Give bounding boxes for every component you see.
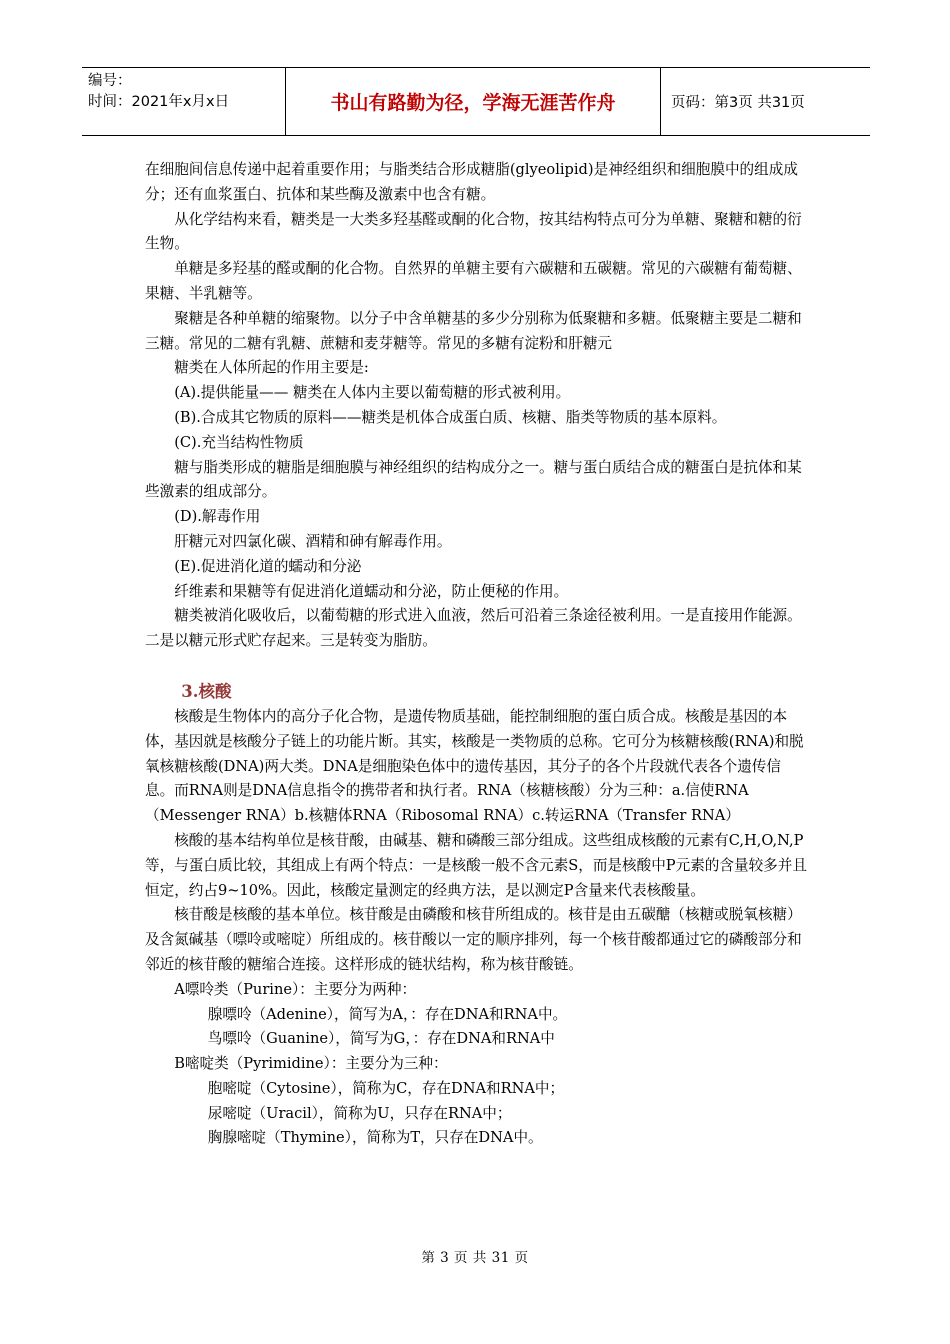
pyrimidine-item: 胞嘧啶（Cytosine），简称为C，存在DNA和RNA中；: [207, 1079, 565, 1097]
pyrimidine-item: 尿嘧啶（Uracil），简称为U，只存在RNA中；: [207, 1104, 512, 1122]
purine-item: 鸟嘌呤（Guanine），简写为G，：存在DNA和RNA中: [207, 1030, 555, 1048]
purine-item: 腺嘌呤（Adenine），简写为A，：存在DNA和RNA中。: [207, 1005, 568, 1023]
list-item: (E).促进消化道的蠕动和分泌: [174, 557, 362, 575]
paragraph: 核苷酸是核酸的基本单位。核苷酸是由磷酸和核苷所组成的。核苷是由五碳醣（核糖或脱氧核糖）及含氮碱基（嘌呤或嘧啶）所组成的。核苷酸以一定的顺序排列，每一个核苷酸都通过它的磷酸部分和邻近的核苷酸的糖缩合连接。这样形成的链状结构，称为核苷酸链。: [145, 906, 802, 973]
paragraph: 肝糖元对四氯化碳、酒精和砷有解毒作用。: [174, 532, 452, 550]
paragraph: 糖与脂类形成的糖脂是细胞膜与神经组织的结构成分之一。糖与蛋白质结合成的糖蛋白是抗体和某些激素的组成部分。: [145, 458, 802, 501]
paragraph: 单糖是多羟基的醛或酮的化合物。自然界的单糖主要有六碳糖和五碳糖。常见的六碳糖有葡萄糖、果糖、半乳糖等。: [145, 260, 802, 302]
paragraph: 糖类被消化吸收后，以葡萄糖的形式进入血液，然后可沿着三条途径被利用。一是直接用作能源。二是以糖元形式贮存起来。三是转变为脂肪。: [145, 607, 802, 650]
header-page-info: 页码：第3页 共31页: [661, 68, 871, 136]
list-item: (D).解毒作用: [174, 508, 261, 526]
pyrimidine-item: 胸腺嘧啶（Thymine），简称为T，只存在DNA中。: [207, 1129, 543, 1147]
document-number-label: 编号：: [88, 73, 132, 89]
paragraph: 核酸是生物体内的高分子化合物，是遗传物质基础，能控制细胞的蛋白质合成。核酸是基因的本体，基因就是核酸分子链上的功能片断。其实，核酸是一类物质的总称。它可分为核糖核酸(RNA)和脱氧核糖核酸(DNA)两大类。DNA是细胞染色体中的遗传基因，其分子的各个片段就代表各个遗传信息。而RNA则是DNA信息指令的携带者和执行者。RNA（核糖核酸）分为三种：a.信使RNA（Messenger RNA）b.核糖体RNA（Ribosomal RNA）c.转运RNA（Transfer RNA）: [145, 707, 804, 825]
pyrimidine-title: B嘧啶类（Pyrimidine）：主要分为三种：: [174, 1055, 448, 1073]
paragraph: 从化学结构来看，糖类是一大类多羟基醛或酮的化合物，按其结构特点可分为单糖、聚糖和糖的衍生物。: [145, 210, 802, 253]
header-meta: [82, 68, 286, 136]
list-item: (B).合成其它物质的原料——糖类是机体合成蛋白质、核糖、脂类等物质的基本原料。: [174, 408, 727, 426]
paragraph: 纤维素和果糖等有促进消化道蠕动和分泌，防止便秘的作用。: [174, 582, 569, 600]
document-body: [145, 158, 807, 1151]
page-header: [82, 67, 870, 136]
section-heading: 3.核酸: [181, 681, 232, 701]
list-item: (C).充当结构性物质: [174, 433, 304, 451]
paragraph: 核酸的基本结构单位是核苷酸，由碱基、糖和磷酸三部分组成。这些组成核酸的元素有C,H,O,N,P等，与蛋白质比较，其组成上有两个特点：一是核酸一般不含元素S，而是核酸中P元素的含量较多并且恒定，约占9~10%。因此，核酸定量测定的经典方法，是以测定P含量来代表核酸量。: [145, 831, 807, 899]
paragraph: 在细胞间信息传递中起着重要作用；与脂类结合形成糖脂(glyeolipid)是神经组织和细胞膜中的组成成分；还有血浆蛋白、抗体和某些酶及激素中也含有糖。: [145, 161, 798, 203]
paragraph: 聚糖是各种单糖的缩聚物。以分子中含单糖基的多少分别称为低聚糖和多糖。低聚糖主要是二糖和三糖。常见的二糖有乳糖、蔗糖和麦芽糖等。常见的多糖有淀粉和肝糖元: [145, 309, 802, 352]
page-footer: 第 3 页 共 31 页: [421, 1250, 529, 1266]
paragraph: 糖类在人体所起的作用主要是:: [174, 359, 369, 377]
document-date: 时间：2021年x月x日: [88, 94, 230, 110]
header-motto: 书山有路勤为径，学海无涯苦作舟: [286, 68, 661, 136]
list-item: (A).提供能量—— 糖类在人体内主要以葡萄糖的形式被利用。: [174, 384, 571, 402]
purine-title: A嘌呤类（Purine）：主要分为两种：: [174, 980, 417, 998]
